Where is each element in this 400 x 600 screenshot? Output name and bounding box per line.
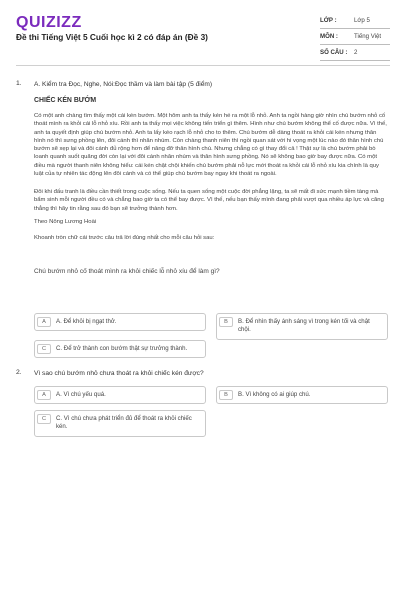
- option-letter: A: [37, 390, 51, 400]
- quizizz-logo: QUIZIZZ: [16, 14, 82, 31]
- question-text: A. Kiểm tra Đọc, Nghe, Nói:Đọc thầm và làm bài tập (5 điểm): [34, 81, 213, 88]
- option-letter: B: [219, 390, 233, 400]
- passage-paragraph: Đôi khi đấu tranh là điều cần thiết trong cuộc sống. Nếu ta quen sống một cuộc đời phẳng lặng, ta sẽ mất đi sức mạnh tiềm tàng mà bẩm sinh mỗi người đều có và chẳng bao giờ ta có thể bay được. Vì thế, nếu bạn thấy mình đang phải vượt qua nhiều áp lực và căng thẳng thì hãy tin rằng sau đó bạn sẽ trưởng thành hơn.: [34, 189, 384, 212]
- meta-row-subject: [320, 29, 390, 45]
- option-text: B. Vì không có ai giúp chú.: [238, 391, 311, 398]
- meta-row-grade: [320, 13, 390, 29]
- meta-value-count: 2: [354, 49, 358, 56]
- question-number: 2.: [16, 369, 22, 376]
- header-divider: [16, 65, 390, 66]
- passage-title: CHIẾC KÉN BƯỚM: [34, 97, 97, 104]
- meta-value-grade: Lớp 5: [354, 17, 370, 24]
- meta-key-subject: MÔN :: [320, 33, 338, 40]
- meta-panel: [320, 13, 390, 61]
- passage-paragraph: Có một anh chàng tìm thấy một cái kén bướm. Một hôm anh ta thấy kén hé ra một lỗ nhỏ. Anh ta ngồi hàng giờ nhìn chú bướm nhỏ cố thoát mình ra khỏi cái lỗ nhỏ xíu. Rồi anh ta thấy mọi việc không tiến triển gì thêm. Hình như chú bướm không thể cố được nữa. Vì thế, anh ta quyết định giúp chú bướm nhỏ. Anh ta lấy kéo rạch lỗ nhỏ cho to thêm. Chú bướm dễ dàng thoát ra khỏi cái kén nhưng thân hình nó thì sưng phồng lên, đôi cánh thì nhăn nhúm. Còn chàng thanh niên thì ngồi quan sát với hi vọng một lúc nào đó thân hình chú bướm sẽ xẹp lại và đôi cánh đủ rộng hơn để nâng đỡ thân hình chú. Nhưng chẳng có gì thay đổi cả ! Thật sự là chú bướm phải bò loanh quanh suốt quãng đời còn lại với đôi cánh nhăn nhúm và thân hình sưng phồng. Nó sẽ không bao giờ bay được nữa. Có một điều mà người thanh niên không hiểu: cái kén chật chội khiến chú bướm phải nỗ lực mới thoát ra khỏi cái lỗ nhỏ xíu kia chính là quy luật của tự nhiên tác động lên đôi cánh và có thể giúp chú bướm bay ngay khi thoát ra ngoài.: [34, 113, 387, 178]
- option-text: C. Để trở thành con bướm thật sự trưởng thành.: [56, 345, 188, 352]
- page-title: Đề thi Tiếng Việt 5 Cuối học kì 2 có đáp án (Đề 3): [16, 32, 208, 42]
- answer-option[interactable]: [34, 313, 206, 331]
- option-text: A. Để khỏi bị ngạt thở.: [56, 318, 117, 325]
- passage-source: Theo Nông Lương Hoài: [34, 219, 97, 225]
- question-number: 1.: [16, 80, 22, 87]
- option-text: C. Vì chú chưa phát triển đủ để thoát ra khỏi chiếc kén.: [56, 415, 192, 430]
- answer-option[interactable]: [34, 340, 206, 358]
- option-letter: C: [37, 414, 51, 424]
- meta-row-count: [320, 45, 390, 61]
- answer-option[interactable]: [34, 410, 206, 437]
- option-letter: A: [37, 317, 51, 327]
- passage-instruction: Khoanh tròn chữ cái trước câu trả lời đúng nhất cho mỗi câu hỏi sau:: [34, 235, 215, 241]
- question-prompt: Chú bướm nhỏ cố thoát mình ra khỏi chiếc lỗ nhỏ xíu để làm gì?: [34, 268, 220, 275]
- answer-option[interactable]: [216, 386, 388, 404]
- meta-key-grade: LỚP :: [320, 17, 337, 24]
- meta-key-count: SỐ CÂU :: [320, 49, 348, 56]
- meta-value-subject: Tiếng Việt: [354, 33, 382, 40]
- option-text: A. Vì chú yếu quá.: [56, 391, 106, 398]
- option-letter: C: [37, 344, 51, 354]
- answer-option[interactable]: [34, 386, 206, 404]
- question-text: Vì sao chú bướm nhỏ chưa thoát ra khỏi chiếc kén được?: [34, 370, 204, 377]
- option-text: B. Để nhìn thấy ánh sáng vì trong kén tối và chật chội.: [238, 318, 370, 333]
- answer-option[interactable]: [216, 313, 388, 340]
- option-letter: B: [219, 317, 233, 327]
